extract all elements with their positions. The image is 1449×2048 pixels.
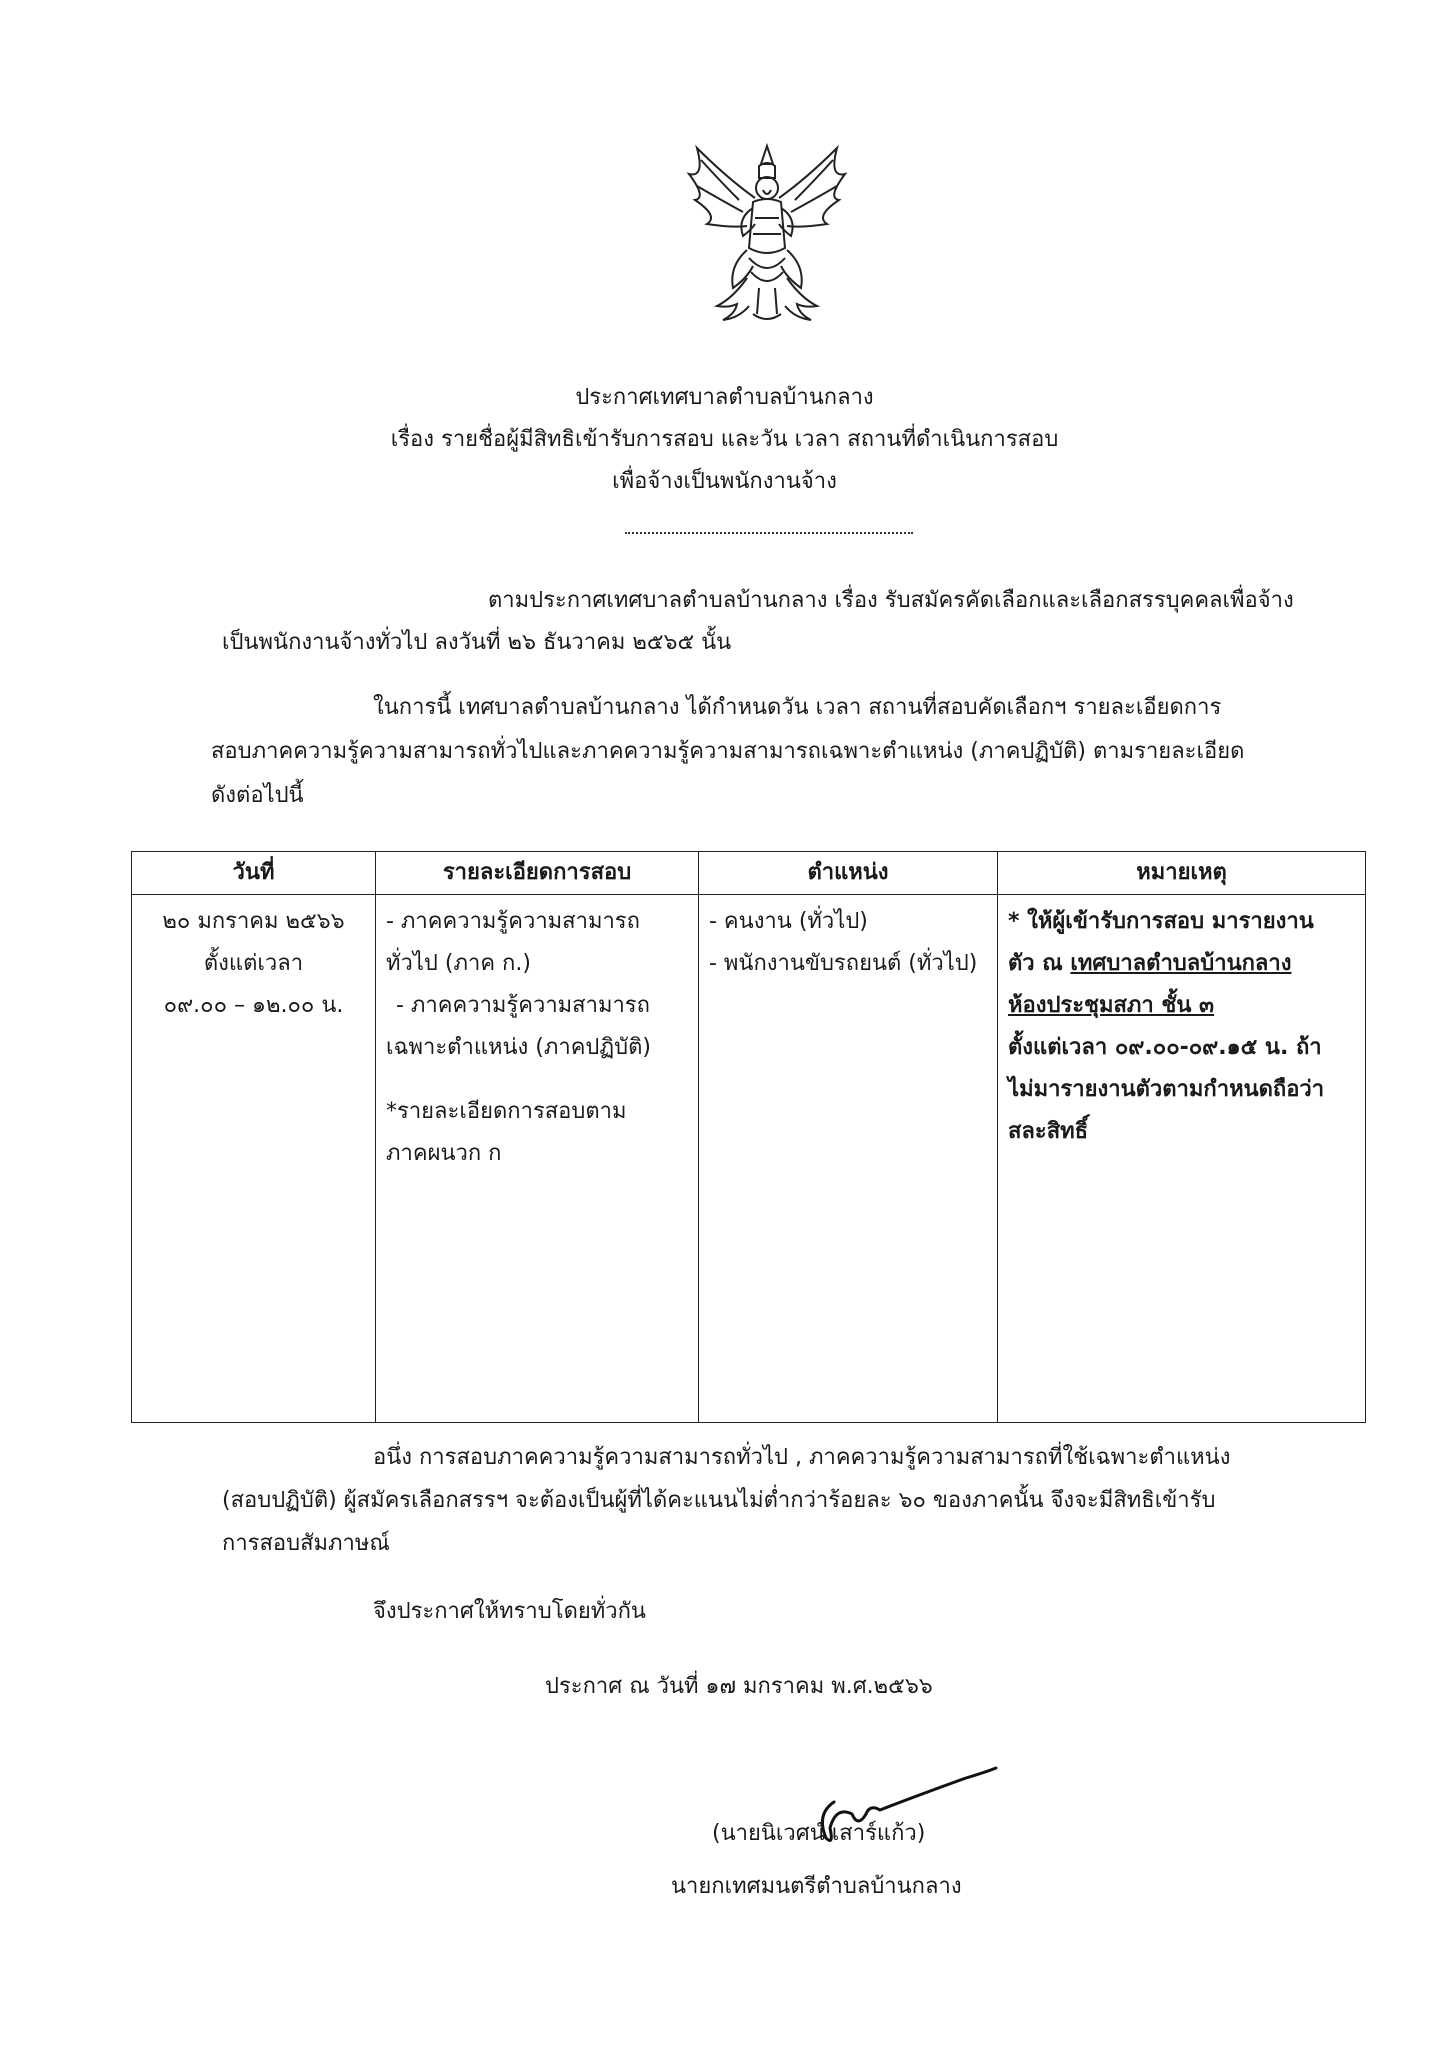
header-date: วันที่ xyxy=(132,852,376,895)
positions-cell xyxy=(699,895,998,1423)
remarks-prefix: ตัว ณ xyxy=(1008,951,1071,976)
para1-line2: เป็นพนักงานจ้างทั่วไป ลงวันที่ ๒๖ ธันวาคม ๒๕๖๕ นั้น xyxy=(222,630,732,655)
exam-time: ๐๙.๐๐ – ๑๒.๐๐ น. xyxy=(163,993,344,1018)
closing-text: จึงประกาศให้ทราบโดยทั่วกัน xyxy=(373,1599,646,1624)
details-line: เฉพาะตำแหน่ง (ภาคปฏิบัติ) xyxy=(386,1035,651,1060)
header-position: ตำแหน่ง xyxy=(699,852,998,895)
remarks-line xyxy=(1008,943,1355,985)
position-item: - พนักงานขับรถยนต์ (ทั่วไป) xyxy=(709,951,978,976)
position-item: - คนงาน (ทั่วไป) xyxy=(709,909,868,934)
signer-title: นายกเทศมนตรีตำบลบ้านกลาง xyxy=(671,1874,962,1899)
exam-schedule-table xyxy=(131,851,1366,1423)
para3-line2: (สอบปฏิบัติ) ผู้สมัครเลือกสรรฯ จะต้องเป็นผู้ที่ได้คะแนนไม่ต่ำกว่าร้อยละ ๖๐ ของภาคนั้น จึงจะมีสิทธิเข้ารับ xyxy=(222,1488,1216,1513)
announcement-subject-cont: เพื่อจ้างเป็นพนักงานจ้าง xyxy=(612,469,837,494)
remarks-cell xyxy=(998,895,1366,1423)
signer-name: (นายนิเวศน์ เสาร์แก้ว) xyxy=(712,1821,926,1846)
details-line: ทั่วไป (ภาค ก.) xyxy=(386,951,531,976)
para3-line3: การสอบสัมภาษณ์ xyxy=(222,1531,390,1556)
header-remarks: หมายเหตุ xyxy=(998,852,1366,895)
exam-time-label: ตั้งแต่เวลา xyxy=(203,951,304,976)
para3-line1: อนึ่ง การสอบภาคความรู้ความสามารถทั่วไป , ภาคความรู้ความสามารถที่ใช้เฉพาะตำแหน่ง xyxy=(373,1445,1231,1470)
remarks-line: * ให้ผู้เข้ารับการสอบ มารายงาน xyxy=(1008,909,1314,934)
para1-line1: ตามประกาศเทศบาลตำบลบ้านกลาง เรื่อง รับสมัครคัดเลือกและเลือกสรรบุคคลเพื่อจ้าง xyxy=(488,588,1294,613)
remarks-room: ห้องประชุมสภา ชั้น ๓ xyxy=(1008,993,1215,1018)
details-note: *รายละเอียดการสอบตาม xyxy=(386,1099,627,1124)
para2-line1: ในการนี้ เทศบาลตำบลบ้านกลาง ได้กำหนดวัน เวลา สถานที่สอบคัดเลือกฯ รายละเอียดการ xyxy=(373,695,1222,720)
header-details: รายละเอียดการสอบ xyxy=(376,852,699,895)
announce-date: ประกาศ ณ วันที่ ๑๗ มกราคม พ.ศ.๒๕๖๖ xyxy=(545,1674,933,1699)
announcement-title: ประกาศเทศบาลตำบลบ้านกลาง xyxy=(575,385,874,410)
remarks-line: ตั้งแต่เวลา ๐๙.๐๐-๐๙.๑๕ น. ถ้า xyxy=(1008,1035,1322,1060)
para2-line3: ดังต่อไปนี้ xyxy=(211,783,304,808)
table-header-row xyxy=(132,852,1366,895)
remarks-line: ไม่มารายงานตัวตามกำหนดถือว่า xyxy=(1008,1077,1325,1102)
details-cell xyxy=(376,895,699,1423)
table-row xyxy=(132,895,1366,1423)
dotted-divider xyxy=(625,532,913,534)
date-cell xyxy=(132,895,376,1423)
para2-line2: สอบภาคความรู้ความสามารถทั่วไปและภาคความรู้ความสามารถเฉพาะตำแหน่ง (ภาคปฏิบัติ) ตามรายละเอียด xyxy=(211,739,1245,764)
announcement-subject: เรื่อง รายชื่อผู้มีสิทธิเข้ารับการสอบ และวัน เวลา สถานที่ดำเนินการสอบ xyxy=(390,427,1059,452)
remarks-place: เทศบาลตำบลบ้านกลาง xyxy=(1070,951,1292,976)
details-line: - ภาคความรู้ความสามารถ xyxy=(386,909,640,934)
details-note: ภาคผนวก ก xyxy=(386,1141,502,1166)
remarks-line: สละสิทธิ์ xyxy=(1008,1119,1089,1144)
details-line: - ภาคความรู้ความสามารถ xyxy=(396,993,650,1018)
garuda-emblem-icon xyxy=(677,138,857,328)
exam-date: ๒๐ มกราคม ๒๕๖๖ xyxy=(162,909,345,934)
